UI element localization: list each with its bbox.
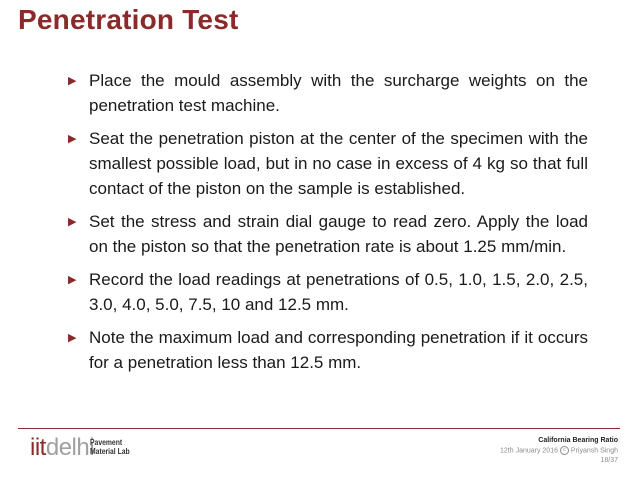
footer-author: Priyansh Singh [570,447,618,455]
slide-title: Penetration Test [18,4,239,35]
triangle-bullet-icon: ▶ [68,75,77,87]
bullet-item [68,126,588,201]
bullet-text: Place the mould assembly with the surcharge weights on the penetration test machine. [89,71,588,115]
bullet-list [68,68,588,383]
triangle-bullet-icon: ▶ [68,332,77,344]
footer-meta [500,446,618,456]
bullet-item [68,68,588,118]
logo-iit-text: iit [30,434,46,461]
triangle-bullet-icon: ▶ [68,274,77,286]
copyright-icon: c [560,446,569,455]
bullet-text: Set the stress and strain dial gauge to read zero. Apply the load on the piston so that the penetration rate is about 1.25 mm/min. [89,212,588,256]
bullet-item [68,209,588,259]
bullet-text: Note the maximum load and corresponding penetration if it occurs for a penetration less than 12.5 mm. [89,328,588,372]
lab-name-line2: Material Lab [90,447,130,456]
bullet-item [68,267,588,317]
footer-topic: California Bearing Ratio [538,437,618,444]
lab-name-line1: Pavement [90,438,123,447]
bullet-item [68,325,588,375]
bullet-text: Seat the penetration piston at the center of the specimen with the smallest possible load, but in no case in excess of 4 kg so that full contact of the piston on the sample is established. [89,129,588,198]
footer-divider [18,428,620,429]
lab-name [90,438,130,456]
footer-info [500,436,618,466]
triangle-bullet-icon: ▶ [68,216,77,228]
iitdelhi-logo [30,434,94,462]
triangle-bullet-icon: ▶ [68,133,77,145]
bullet-text: Record the load readings at penetrations of 0.5, 1.0, 1.5, 2.0, 2.5, 3.0, 4.0, 5.0, 7.5, 10 and 12.5 mm. [89,270,588,314]
logo-delhi-text: delhi [45,434,95,461]
footer-date: 12th January 2016 [500,447,558,455]
page-number: 18/37 [600,457,618,465]
